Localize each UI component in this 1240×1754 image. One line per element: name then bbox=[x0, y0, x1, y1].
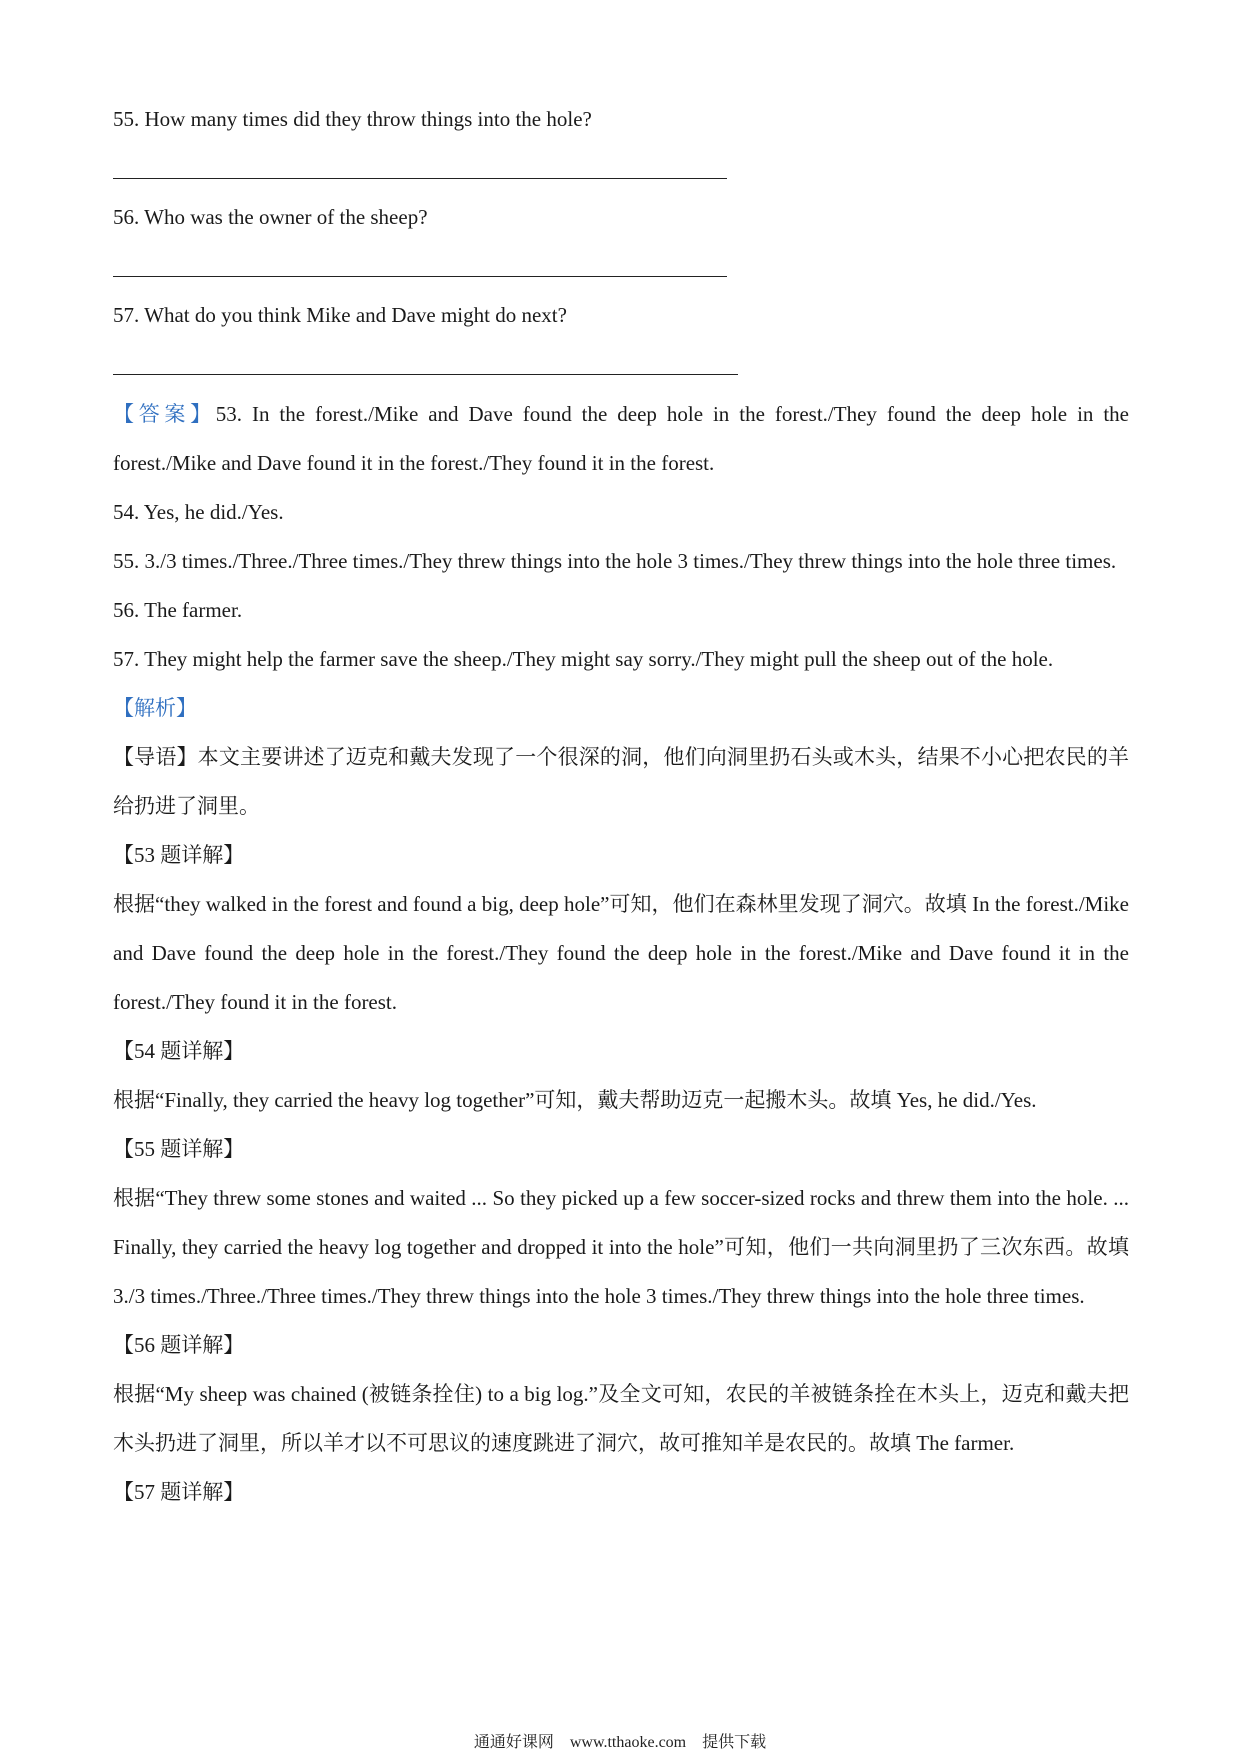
footer-url[interactable]: www.tthaoke.com bbox=[569, 1734, 687, 1751]
detail-57-title: 【57 题详解】 bbox=[113, 1480, 245, 1504]
answer-57: 57. They might help the farmer save the sheep./They might say sorry./They might pull the sheep out of the hole. bbox=[113, 647, 1054, 671]
answer-line-55 bbox=[113, 178, 727, 179]
detail-54-title: 【54 题详解】 bbox=[113, 1039, 245, 1063]
answer-54: 54. Yes, he did./Yes. bbox=[113, 500, 284, 524]
footer-suffix: 提供下载 bbox=[702, 1734, 767, 1751]
answer-55: 55. 3./3 times./Three./Three times./They threw things into the hole 3 times./They threw things into the hole three times. bbox=[113, 549, 1117, 573]
analysis-intro: 【导语】本文主要讲述了迈克和戴夫发现了一个很深的洞，他们向洞里扔石头或木头，结果不小心把农民的羊给扔进了洞里。 bbox=[113, 745, 1129, 818]
detail-54-text: 根据“Finally, they carried the heavy log together”可知，戴夫帮助迈克一起搬木头。故填 Yes, he did./Yes. bbox=[113, 1088, 1037, 1112]
answer-56: 56. The farmer. bbox=[113, 598, 243, 622]
detail-56-title: 【56 题详解】 bbox=[113, 1333, 245, 1357]
detail-55-title: 【55 题详解】 bbox=[113, 1137, 245, 1161]
detail-55-text: 根据“They threw some stones and waited ... So they picked up a few soccer-sized rocks and threw them into the hole. ... Finally, they carried the heavy log together and dropped it into the hole”可知，他们一共向洞里扔了三次东西。故填 3./3 times./Three./Three times./They threw things into the hole 3 times./They threw things into the hole three times. bbox=[113, 1186, 1129, 1308]
question-56: 56. Who was the owner of the sheep? bbox=[113, 205, 428, 229]
detail-56-text: 根据“My sheep was chained (被链条拴住) to a big log.”及全文可知，农民的羊被链条拴在木头上，迈克和戴夫把木头扔进了洞里，所以羊才以不可思议的速度跳进了洞穴，故可推知羊是农民的。故填 The farmer. bbox=[113, 1382, 1129, 1455]
page-footer bbox=[0, 1729, 1240, 1752]
analysis-label: 【解析】 bbox=[113, 696, 197, 720]
question-57: 57. What do you think Mike and Dave might do next? bbox=[113, 303, 567, 327]
answer-53: 【答案】53. In the forest./Mike and Dave found the deep hole in the forest./They found the deep hole in the forest./Mike and Dave found it in the forest./They found it in the forest. bbox=[113, 402, 1130, 475]
answer-and-analysis bbox=[113, 390, 1129, 1517]
detail-53-title: 【53 题详解】 bbox=[113, 843, 245, 867]
answer-line-56 bbox=[113, 276, 727, 277]
detail-53-text: 根据“they walked in the forest and found a big, deep hole”可知，他们在森林里发现了洞穴。故填 In the forest./Mike and Dave found the deep hole in the forest./They found the deep hole in the forest./Mike and Dave found it in the forest./They found it in the forest. bbox=[113, 892, 1129, 1014]
answer-label: 【答案】 bbox=[113, 402, 216, 426]
question-55: 55. How many times did they throw things into the hole? bbox=[113, 107, 592, 131]
footer-site-name: 通通好课网 bbox=[473, 1734, 554, 1751]
answer-line-57 bbox=[113, 374, 738, 375]
